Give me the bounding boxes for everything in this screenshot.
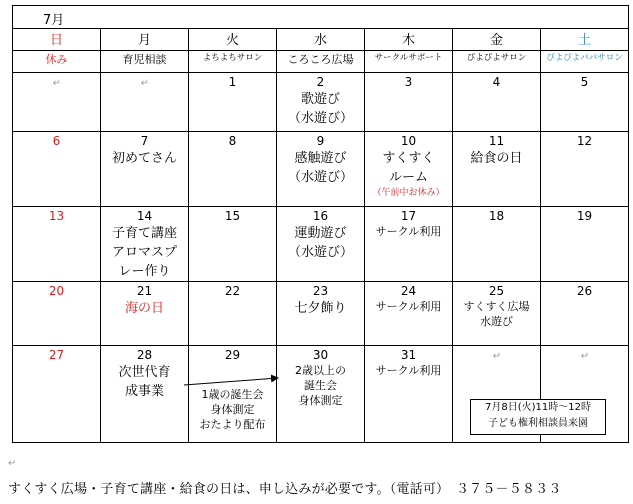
- event-label: サークル利用: [375, 300, 442, 313]
- day-number: 5: [580, 75, 589, 89]
- weekday-sun: 日: [13, 29, 101, 51]
- weekday-event-fri: ぴよぴよサロン: [453, 51, 541, 73]
- day-number: 16: [312, 209, 329, 223]
- day-number: 29: [224, 348, 241, 362]
- event-label: 初めてさん: [111, 151, 177, 166]
- event-label: 感触遊び: [294, 151, 347, 166]
- day-number: 6: [52, 134, 61, 148]
- event-label: ルーム: [388, 170, 428, 185]
- day-cell: ↵: [541, 346, 629, 443]
- holiday-label: 海の日: [124, 301, 164, 316]
- event-label: 1歳の誕生会: [201, 388, 264, 401]
- month-title: 7月: [43, 13, 65, 28]
- event-label: 身体測定: [210, 403, 255, 416]
- day-number: 18: [488, 209, 505, 223]
- day-number: 25: [488, 284, 505, 298]
- day-cell: ↵: [453, 346, 541, 443]
- event-label: 成事業: [124, 384, 164, 399]
- day-number: 3: [404, 75, 413, 89]
- weekday-event-wed: ころころ広場: [277, 51, 365, 73]
- event-label: 身体測定: [298, 394, 343, 407]
- event-label: すくすく: [382, 151, 435, 166]
- event-label: レー作り: [118, 264, 171, 279]
- weekday-sat: 土: [541, 29, 629, 51]
- weekday-fri: 金: [453, 29, 541, 51]
- closure-note: （午前中お休み）: [372, 188, 445, 198]
- event-label: 誕生会: [304, 379, 337, 392]
- event-label: 子育て講座: [111, 226, 177, 241]
- day-number: 31: [400, 348, 417, 362]
- day-number: 19: [576, 209, 593, 223]
- day-number: 15: [224, 209, 241, 223]
- day-number: 10: [400, 134, 417, 148]
- day-number: 8: [228, 134, 237, 148]
- event-label: すくすく広場: [463, 300, 530, 313]
- event-label: 水遊び: [480, 315, 513, 328]
- day-number: 23: [312, 284, 329, 298]
- day-number: 2: [316, 75, 325, 89]
- day-number: 20: [48, 284, 65, 298]
- notice-line: 子ども権利相談員来園: [488, 418, 588, 429]
- weekday-mon: 月: [101, 29, 189, 51]
- weekday-wed: 水: [277, 29, 365, 51]
- day-number: 21: [136, 284, 153, 298]
- event-label: サークル利用: [375, 364, 442, 377]
- event-label: 2歳以上の: [295, 364, 346, 377]
- day-number: 9: [316, 134, 325, 148]
- event-label: 運動遊び: [294, 226, 347, 241]
- day-number: 22: [224, 284, 241, 298]
- event-label: サークル利用: [375, 225, 442, 238]
- day-number: 14: [136, 209, 153, 223]
- day-cell: ↵: [13, 73, 101, 132]
- weekday-tue: 火: [189, 29, 277, 51]
- day-number: 13: [48, 209, 65, 223]
- day-number: 12: [576, 134, 593, 148]
- day-number: 1: [228, 75, 237, 89]
- day-number: 26: [576, 284, 593, 298]
- day-number: 30: [312, 348, 329, 362]
- event-label: 七夕飾り: [294, 301, 347, 316]
- weekday-event-tue: よちよちサロン: [189, 51, 277, 73]
- event-label: 給食の日: [470, 151, 523, 166]
- day-number: 4: [492, 75, 501, 89]
- footer-note: すくすく広場・子育て講座・給食の日は、申し込みが必要です。（電話可） ３７５－５８３３: [8, 482, 562, 497]
- event-label: （水遊び）: [287, 111, 353, 126]
- day-number: 24: [400, 284, 417, 298]
- weekday-thu: 木: [365, 29, 453, 51]
- event-label: アロマスプ: [111, 245, 177, 260]
- notice-box: [470, 399, 606, 435]
- weekday-event-sun: 休み: [13, 51, 101, 73]
- weekday-event-mon: 育児相談: [101, 51, 189, 73]
- day-cell: ↵: [101, 73, 189, 132]
- weekday-event-thu: サークルサポート: [365, 51, 453, 73]
- event-label: （水遊び）: [287, 245, 353, 260]
- day-number: 17: [400, 209, 417, 223]
- day-number: 11: [488, 134, 505, 148]
- event-label: 歌遊び: [300, 92, 340, 107]
- day-number: 28: [136, 348, 153, 362]
- event-label: おたより配布: [199, 418, 266, 431]
- notice-line: 7月8日(火)11時～12時: [485, 402, 591, 413]
- day-number: 27: [48, 348, 65, 362]
- paragraph-mark: ↵: [8, 458, 17, 469]
- day-number: 7: [140, 134, 149, 148]
- event-label: 次世代育: [118, 365, 171, 380]
- weekday-event-sat: ぴよぴよパパサロン: [541, 51, 629, 73]
- event-label: （水遊び）: [287, 170, 353, 185]
